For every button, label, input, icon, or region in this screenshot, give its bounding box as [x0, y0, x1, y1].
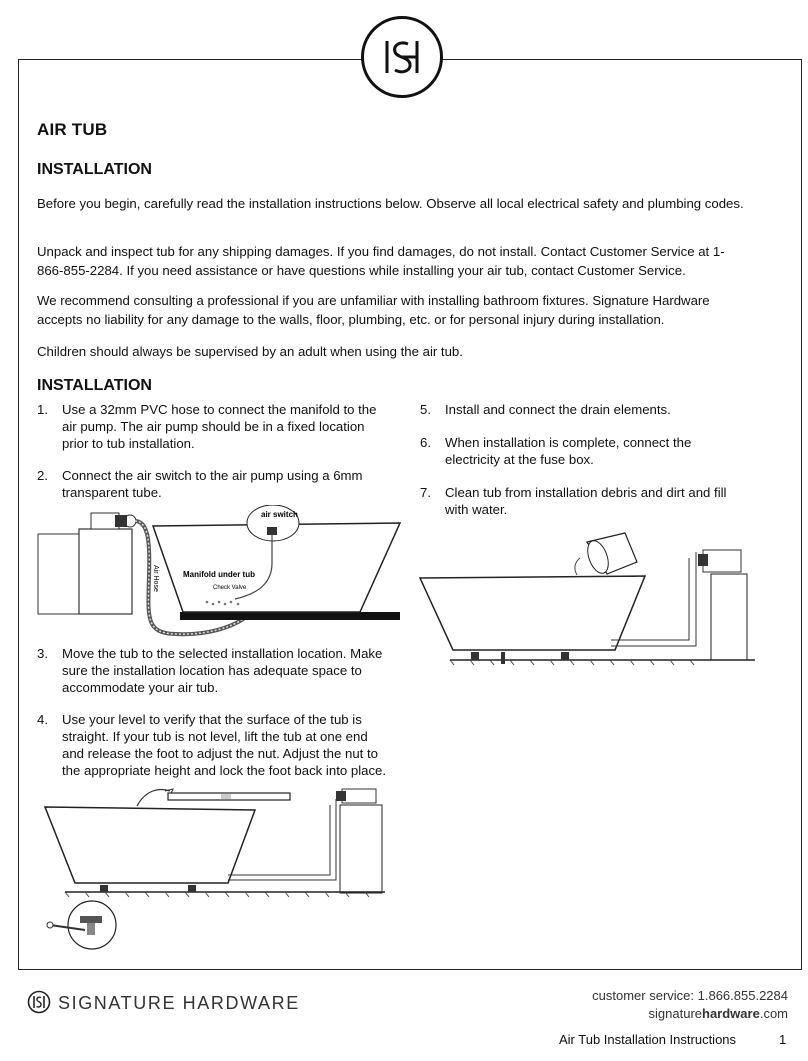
- figure-fill-tub: [415, 530, 755, 670]
- page-number: 1: [779, 1032, 787, 1047]
- step-number: 7.: [420, 485, 431, 500]
- step-7: [420, 484, 760, 520]
- step-line: Connect the air switch to the air pump using a 6mm: [62, 468, 363, 483]
- step-number: 6.: [420, 435, 431, 450]
- logo-mark-icon: [364, 19, 440, 95]
- label-air-hose: Air Hose: [152, 565, 159, 592]
- step-4: [37, 711, 412, 783]
- step-line: Install and connect the drain elements.: [445, 402, 671, 417]
- step-text: [62, 645, 382, 696]
- label-manifold: Manifold under tub: [183, 570, 255, 579]
- site-suffix: .com: [759, 1006, 788, 1021]
- step-line: Move the tub to the selected installation location. Make: [62, 646, 383, 661]
- step-line: straight. If your tub is not level, lift the tub at one end: [62, 729, 368, 744]
- step-line: Use your level to verify that the surface of the tub is: [62, 712, 362, 727]
- footer-logo-icon: [27, 990, 51, 1014]
- figure-air-switch-connection: [35, 505, 405, 640]
- step-line: prior to tub installation.: [62, 436, 195, 451]
- step-line: sure the installation location has adequate space to: [62, 663, 362, 678]
- step-text: [62, 467, 363, 501]
- step-number: 2.: [37, 468, 48, 483]
- step-number: 5.: [420, 402, 431, 417]
- figure-leveling-tub: [40, 783, 400, 955]
- liability-paragraph: We recommend consulting a professional if you are unfamiliar with installing bathroom fixtures. Signature Hardware accepts no liability for any damage to the walls, floor, plumbing, etc. or for personal injury during installation.: [37, 293, 710, 327]
- step-text: [445, 434, 691, 468]
- document-title: Air Tub Installation Instructions: [559, 1032, 737, 1047]
- inspect-paragraph: Unpack and inspect tub for any shipping damages. If you find damages, do not install. Contact Customer Service at 1-866-855-2284. If you need assistance or have questions while installing your air tub, contact Customer Service.: [37, 244, 725, 278]
- step-text: [445, 484, 726, 518]
- step-6: [420, 434, 760, 470]
- step-2: [37, 467, 407, 503]
- page-title: AIR TUB: [37, 120, 108, 139]
- step-3: [37, 645, 407, 701]
- brand-logo: [361, 16, 443, 98]
- step-line: Use a 32mm PVC hose to connect the manifold to the: [62, 402, 377, 417]
- step-number: 4.: [37, 712, 48, 727]
- step-line: Clean tub from installation debris and dirt and fill: [445, 485, 727, 500]
- step-line: When installation is complete, connect the: [445, 435, 692, 450]
- step-line: air pump. The air pump should be in a fixed location: [62, 419, 365, 434]
- site-bold: hardware: [702, 1006, 760, 1021]
- step-line: with water.: [445, 502, 508, 517]
- section-heading-installation: INSTALLATION: [37, 161, 152, 178]
- step-text: [62, 401, 376, 452]
- intro-paragraph: Before you begin, carefully read the installation instructions below. Observe all local electrical safety and plumbing codes.: [37, 196, 744, 211]
- site-prefix: signature: [648, 1006, 703, 1021]
- label-air-switch: air switch: [261, 510, 298, 519]
- supervision-paragraph: Children should always be supervised by an adult when using the air tub.: [37, 344, 463, 359]
- section-heading-steps: INSTALLATION: [37, 377, 152, 394]
- step-text: [62, 711, 386, 779]
- step-line: electricity at the fuse box.: [445, 452, 594, 467]
- step-line: accommodate your air tub.: [62, 680, 219, 695]
- step-line: the appropriate height and lock the foot back into place.: [62, 763, 387, 778]
- step-5: [420, 401, 760, 419]
- step-line: transparent tube.: [62, 485, 162, 500]
- step-text: [445, 401, 671, 418]
- step-line: and release the foot to adjust the nut. Adjust the nut to: [62, 746, 378, 761]
- customer-service-phone: customer service: 1.866.855.2284: [592, 988, 788, 1003]
- step-1: [37, 401, 407, 457]
- website-url[interactable]: [649, 1006, 788, 1021]
- footer-brand-name: SIGNATURE HARDWARE: [58, 993, 300, 1013]
- label-check-valve: Check Valve: [213, 585, 247, 591]
- step-number: 3.: [37, 646, 48, 661]
- step-number: 1.: [37, 402, 48, 417]
